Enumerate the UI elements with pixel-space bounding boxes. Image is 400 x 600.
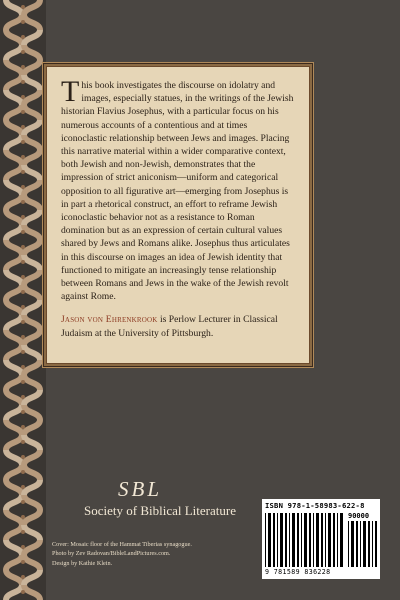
braid-strand xyxy=(6,450,22,465)
braid-strand xyxy=(6,0,22,15)
braid-knot xyxy=(21,590,25,594)
braid-strand xyxy=(24,120,40,135)
braid-knot xyxy=(21,35,25,39)
braid-strand xyxy=(24,420,40,435)
braid-knot xyxy=(21,320,25,324)
braid-strand xyxy=(24,90,40,105)
braid-strand xyxy=(6,165,22,180)
braid-strand xyxy=(24,285,40,300)
braid-knot xyxy=(21,515,25,519)
braid-strand xyxy=(24,345,40,360)
braid-knot xyxy=(21,245,25,249)
braid-strand xyxy=(24,510,40,525)
barcode-bar xyxy=(325,513,326,567)
barcode-bar xyxy=(372,521,373,567)
braid-strand xyxy=(6,15,22,30)
braid-strand xyxy=(6,570,22,585)
braid-strand xyxy=(24,450,40,465)
barcode-bar xyxy=(328,513,331,567)
barcode-bar xyxy=(285,513,287,567)
braid-knot xyxy=(21,530,25,534)
braid-strand xyxy=(24,75,40,90)
braid-knot xyxy=(21,5,25,9)
braid-strand xyxy=(24,0,40,15)
addon-barcode-bars xyxy=(348,521,377,567)
isbn-label: ISBN 978-1-58983-622-8 xyxy=(265,501,365,510)
braid-knot xyxy=(21,350,25,354)
braid-knot xyxy=(21,545,25,549)
barcode-bar xyxy=(280,513,283,567)
barcode-bar xyxy=(273,513,275,567)
braid-strand xyxy=(24,135,40,150)
braid-strand xyxy=(24,45,40,60)
barcode-bar xyxy=(292,513,295,567)
barcode xyxy=(262,499,380,579)
credit-line: Cover: Mosaic floor of the Hammat Tiberias synagogue. xyxy=(52,541,192,548)
braid-strand xyxy=(24,195,40,210)
braid-strand xyxy=(6,360,22,375)
braid-knot xyxy=(21,560,25,564)
braid-knot xyxy=(21,95,25,99)
braid-strand xyxy=(6,555,22,570)
braid-strand xyxy=(6,105,22,120)
braid-strand xyxy=(6,540,22,555)
braid-knot xyxy=(21,275,25,279)
braid-knot xyxy=(21,230,25,234)
braid-strand xyxy=(6,210,22,225)
credit-line: Design by Kathie Klein. xyxy=(52,559,113,567)
braid-strand xyxy=(24,495,40,510)
braid-knot xyxy=(21,170,25,174)
braid-strand xyxy=(6,60,22,75)
braid-knot xyxy=(21,215,25,219)
braid-strand xyxy=(6,315,22,330)
braid-strand xyxy=(6,120,22,135)
barcode-bar xyxy=(348,521,349,567)
braid-strand xyxy=(6,285,22,300)
braid-knot xyxy=(21,125,25,129)
braid-strand xyxy=(24,165,40,180)
braid-strand xyxy=(24,15,40,30)
braid-strand xyxy=(24,480,40,495)
braid-knot xyxy=(21,575,25,579)
braid-strand xyxy=(24,60,40,75)
braid-strand xyxy=(24,585,40,600)
braid-knot xyxy=(21,140,25,144)
braid-strand xyxy=(6,75,22,90)
braid-strand xyxy=(24,360,40,375)
braid-strand xyxy=(24,405,40,420)
braid-strand xyxy=(24,30,40,45)
braid-strand xyxy=(24,525,40,540)
barcode-bar xyxy=(265,513,266,567)
barcode-bar xyxy=(375,521,377,567)
braid-knot xyxy=(21,425,25,429)
braid-knot xyxy=(21,65,25,69)
barcode-bar xyxy=(368,521,370,567)
barcode-bar xyxy=(356,521,358,567)
braid-strand xyxy=(24,330,40,345)
ean-number: 9 781589 836228 xyxy=(265,568,331,576)
braid-knot xyxy=(21,260,25,264)
publisher-logo xyxy=(84,478,236,519)
barcode-bar xyxy=(289,513,290,567)
braid-strand xyxy=(24,570,40,585)
blurb-paragraph xyxy=(61,75,295,303)
braid-strand xyxy=(6,225,22,240)
braid-strand xyxy=(24,435,40,450)
braid-strand xyxy=(6,420,22,435)
blurb-body: his book investigates the discourse on idolatry and images, especially statues, in the writings of the Jewish historian Flavius Josephus, with a particular focus on his numerous accounts of a contentious and at times iconoclastic relationship between Jews and images. Placing this narrative material within a wider comparative context, both Jewish and non-Jewish, demonstrates that the impression of strict aniconism—uniform and categorical opposition to all figurative art—emerging from Josephus is in part a rhetorical construct, an effort to reframe Jewish iconoclastic behavior not as a resistance to Roman domination but as an expression of certain cultural values shared by Jews and Romans alike. Josephus thus articulates in this discourse on images an idea of Jewish identity that functioned to mitigate an increasingly tense relationship between Romans and Jews in the wake of the Jewish revolt against Rome. xyxy=(61,80,294,303)
publisher-name: Society of Biblical Literature xyxy=(84,503,236,518)
braid-strand xyxy=(24,390,40,405)
braid-strand xyxy=(6,495,22,510)
braid-strand xyxy=(6,345,22,360)
braid-strand xyxy=(6,375,22,390)
braid-knot xyxy=(21,485,25,489)
barcode-bar xyxy=(316,513,319,567)
braid-strand xyxy=(24,180,40,195)
blurb-panel xyxy=(46,66,310,364)
braid-strand xyxy=(6,30,22,45)
braid-strand xyxy=(6,255,22,270)
braid-strand xyxy=(6,525,22,540)
braid-knot xyxy=(21,50,25,54)
braid-knot xyxy=(21,80,25,84)
braid-strand xyxy=(24,255,40,270)
braid-strand xyxy=(6,480,22,495)
braid-strand xyxy=(24,465,40,480)
braid-knot xyxy=(21,500,25,504)
braid-strand xyxy=(24,210,40,225)
braid-knot xyxy=(21,335,25,339)
ean-barcode-bars xyxy=(265,513,345,567)
braid-strand xyxy=(6,390,22,405)
braid-strand xyxy=(24,555,40,570)
braid-strand xyxy=(24,540,40,555)
braid-strand xyxy=(6,585,22,600)
braid-knot xyxy=(21,200,25,204)
braid-pattern xyxy=(0,0,46,600)
braid-knot xyxy=(21,455,25,459)
braid-strand xyxy=(6,510,22,525)
braid-strand xyxy=(24,105,40,120)
braid-strand xyxy=(6,135,22,150)
braid-strand xyxy=(6,240,22,255)
braid-strand xyxy=(24,375,40,390)
barcode-bar xyxy=(309,513,311,567)
braid-strand xyxy=(24,300,40,315)
author-name: Jason von Ehrenkrook xyxy=(61,314,158,326)
braided-mosaic-border xyxy=(0,0,46,600)
braid-knot xyxy=(21,20,25,24)
braid-strand xyxy=(6,90,22,105)
braid-strand xyxy=(24,240,40,255)
barcode-bar xyxy=(360,521,361,567)
braid-strand xyxy=(6,150,22,165)
barcode-bar xyxy=(333,513,335,567)
barcode-bar xyxy=(268,513,271,567)
braid-knot xyxy=(21,305,25,309)
braid-strand xyxy=(24,225,40,240)
braid-strand xyxy=(6,180,22,195)
braid-strand xyxy=(6,405,22,420)
braid-knot xyxy=(21,365,25,369)
barcode-bar xyxy=(363,521,366,567)
braid-knot xyxy=(21,440,25,444)
braid-strand xyxy=(6,45,22,60)
braid-strand xyxy=(24,270,40,285)
sbl-logo-mark: SBL xyxy=(118,477,163,501)
barcode-bar xyxy=(297,513,299,567)
braid-knot xyxy=(21,380,25,384)
barcode-bar xyxy=(351,521,354,567)
braid-strand xyxy=(24,150,40,165)
braid-knot xyxy=(21,470,25,474)
barcode-bar xyxy=(301,513,302,567)
price-addon-number: 90000 xyxy=(348,512,370,520)
braid-knot xyxy=(21,155,25,159)
braid-knot xyxy=(21,290,25,294)
braid-knot xyxy=(21,110,25,114)
braid-strand xyxy=(24,315,40,330)
author-bio-text: is Perlow Lecturer in Classical Judaism at the University of Pittsburgh. xyxy=(61,314,278,339)
cover-credits xyxy=(52,540,242,568)
braid-strand xyxy=(6,465,22,480)
braid-knot xyxy=(21,395,25,399)
author-bio xyxy=(61,313,295,339)
braid-strand xyxy=(6,330,22,345)
braid-knot xyxy=(21,410,25,414)
braid-strand xyxy=(6,300,22,315)
barcode-bar xyxy=(304,513,307,567)
braid-knot xyxy=(21,185,25,189)
barcode-bar xyxy=(340,513,343,567)
braid-strand xyxy=(6,270,22,285)
credit-line: Photo by Zev Radovan/BibleLandPictures.com. xyxy=(52,550,171,558)
braid-strand xyxy=(6,195,22,210)
barcode-bar xyxy=(337,513,338,567)
braid-strand xyxy=(6,435,22,450)
drop-cap: T xyxy=(61,75,80,108)
barcode-bar xyxy=(313,513,314,567)
barcode-bar xyxy=(321,513,323,567)
barcode-bar xyxy=(277,513,278,567)
